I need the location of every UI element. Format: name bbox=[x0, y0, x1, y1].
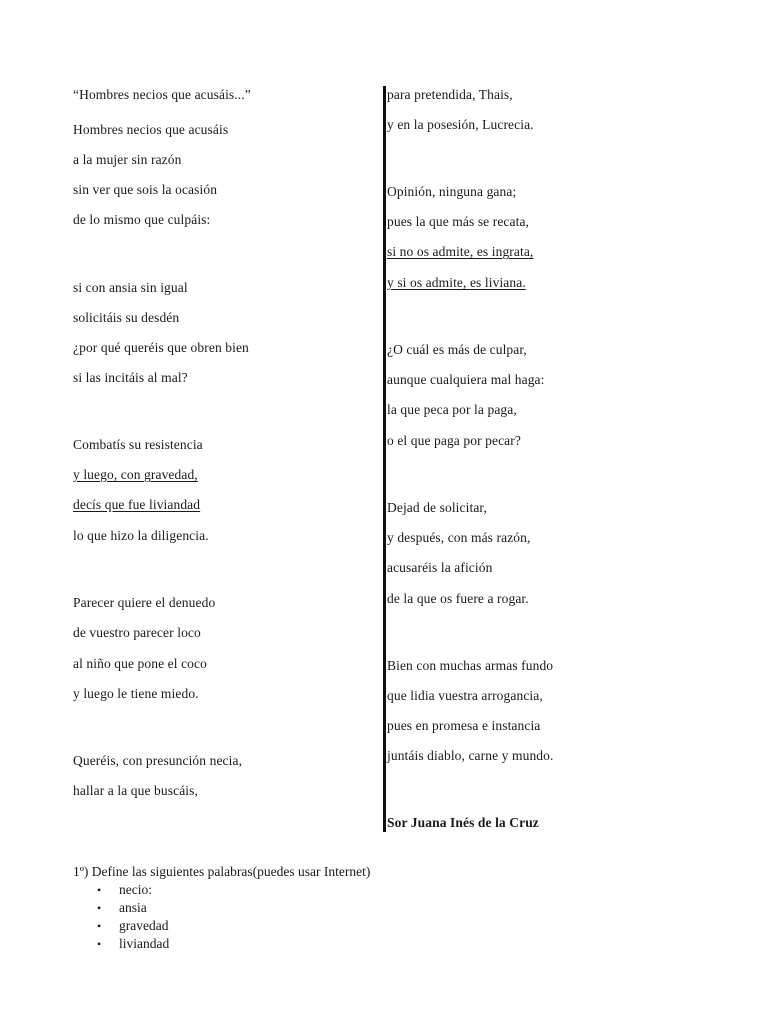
poem-line: acusaréis la afición bbox=[387, 560, 493, 575]
poem-line: aunque cualquiera mal haga: bbox=[387, 372, 545, 387]
poem-line: de la que os fuere a rogar. bbox=[387, 591, 529, 606]
poem-line: la que peca por la paga, bbox=[387, 402, 517, 417]
poem-line: Opinión, ninguna gana; bbox=[387, 184, 517, 199]
list-item bbox=[73, 899, 573, 917]
poem-line: ¿por qué queréis que obren bien bbox=[73, 340, 249, 355]
poem-title: “Hombres necios que acusáis...” bbox=[73, 87, 251, 102]
poem-line: Combatís su resistencia bbox=[73, 437, 203, 452]
poem-line-underlined: si no os admite, es ingrata, bbox=[387, 244, 534, 259]
poem-line: pues en promesa e instancia bbox=[387, 718, 541, 733]
bullet-icon: • bbox=[97, 919, 102, 933]
poem-line: y en la posesión, Lucrecia. bbox=[387, 117, 534, 132]
poem-line: para pretendida, Thais, bbox=[387, 87, 513, 102]
poem-line: Parecer quiere el denuedo bbox=[73, 595, 216, 610]
poem-line: y luego le tiene miedo. bbox=[73, 686, 199, 701]
poem-line: lo que hizo la diligencia. bbox=[73, 528, 209, 543]
poem-line: Bien con muchas armas fundo bbox=[387, 658, 554, 673]
poem-line-underlined: decís que fue liviandad bbox=[73, 497, 201, 512]
list-item bbox=[73, 881, 573, 899]
bullet-icon: • bbox=[97, 937, 102, 951]
poem-line: Queréis, con presunción necia, bbox=[73, 753, 243, 768]
column-divider bbox=[383, 86, 386, 832]
poem-line: de lo mismo que culpáis: bbox=[73, 212, 211, 227]
poem-line: Dejad de solicitar, bbox=[387, 500, 487, 515]
exercise-section bbox=[73, 863, 573, 953]
poem-line: juntáis diablo, carne y mundo. bbox=[387, 748, 554, 763]
poem-line: sin ver que sois la ocasión bbox=[73, 182, 218, 197]
word-label: liviandad bbox=[119, 936, 170, 951]
poem-line: si con ansia sin igual bbox=[73, 280, 188, 295]
poem-line: a la mujer sin razón bbox=[73, 152, 182, 167]
poem-line: o el que paga por pecar? bbox=[387, 433, 521, 448]
bullet-icon: • bbox=[97, 883, 102, 897]
word-list bbox=[73, 881, 573, 953]
bullet-icon: • bbox=[97, 901, 102, 915]
list-item bbox=[73, 935, 573, 953]
poem-line-underlined: y luego, con gravedad, bbox=[73, 467, 198, 482]
poem-line: Hombres necios que acusáis bbox=[73, 122, 229, 137]
poem-line: hallar a la que buscáis, bbox=[73, 783, 198, 798]
list-item bbox=[73, 917, 573, 935]
poem-line-underlined: y si os admite, es liviana. bbox=[387, 275, 526, 290]
poem-line: solicitáis su desdén bbox=[73, 310, 180, 325]
word-label: necio: bbox=[119, 882, 152, 897]
poem-line: de vuestro parecer loco bbox=[73, 625, 201, 640]
poem-line: que lidia vuestra arrogancia, bbox=[387, 688, 543, 703]
poem-author: Sor Juana Inés de la Cruz bbox=[387, 815, 539, 830]
exercise-prompt: 1º) Define las siguientes palabras(puedes usar Internet) bbox=[73, 864, 371, 879]
poem-line: si las incitáis al mal? bbox=[73, 370, 188, 385]
word-label: ansia bbox=[119, 900, 147, 915]
poem-line: y después, con más razón, bbox=[387, 530, 531, 545]
poem-line: al niño que pone el coco bbox=[73, 656, 207, 671]
poem-line: pues la que más se recata, bbox=[387, 214, 530, 229]
poem-line: ¿O cuál es más de culpar, bbox=[387, 342, 527, 357]
word-label: gravedad bbox=[119, 918, 169, 933]
